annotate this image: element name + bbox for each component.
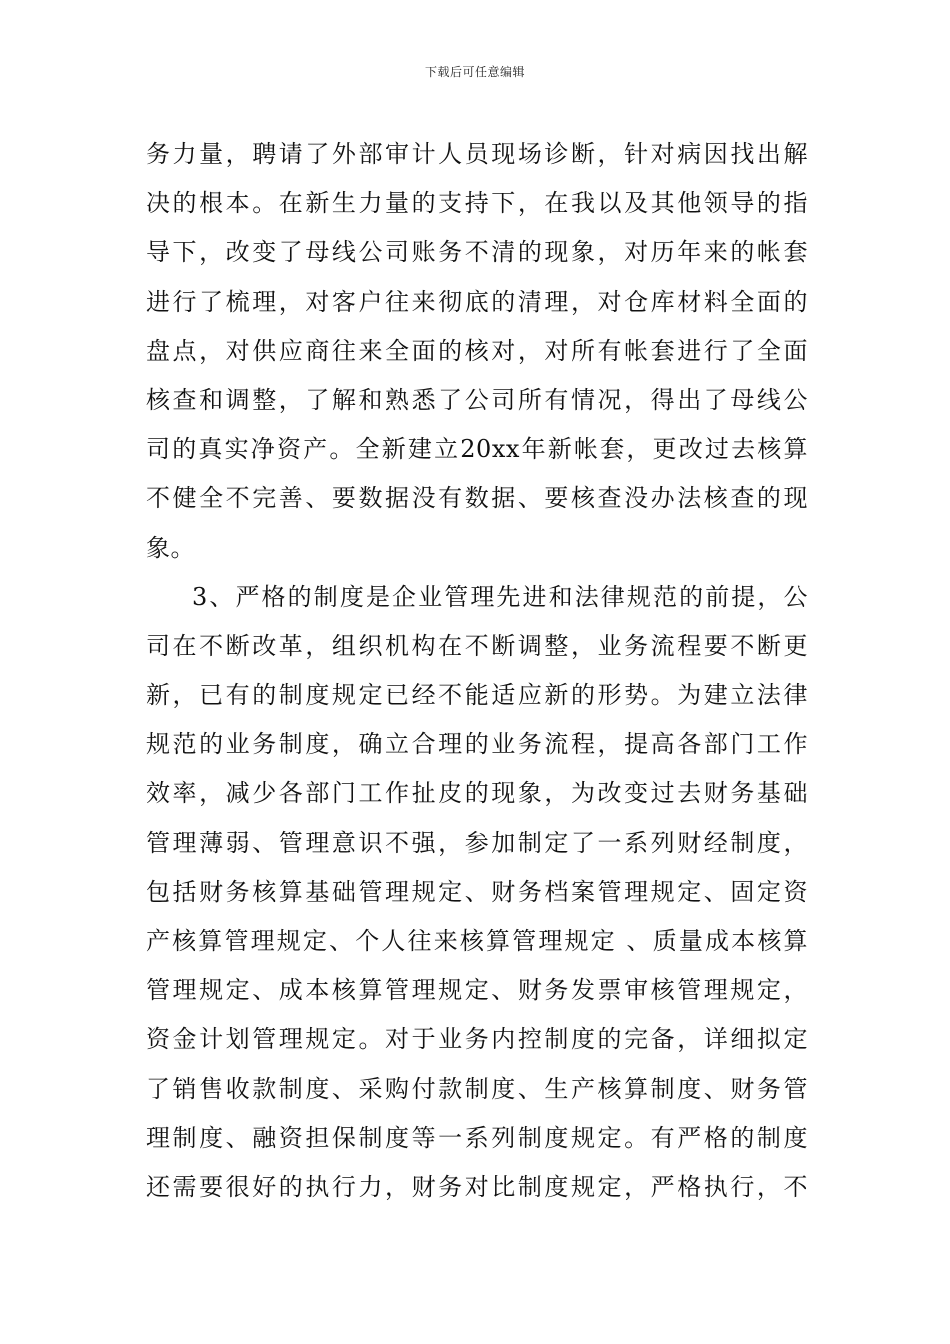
text-line: 还需要很好的执行力，财务对比制度规定，严格执行，不 xyxy=(146,1172,808,1201)
text-line: 规范的业务制度，确立合理的业务流程，提高各部门工作 xyxy=(146,730,808,759)
text-line: 新，已有的制度规定已经不能适应新的形势。为建立法律 xyxy=(146,681,808,710)
text-line: 决的根本。在新生力量的支持下，在我以及其他领导的指 xyxy=(146,189,808,218)
text-line: 进行了梳理，对客户往来彻底的清理，对仓库材料全面的 xyxy=(146,287,808,316)
text-line: 司在不断改革，组织机构在不断调整，业务流程要不断更 xyxy=(146,631,808,660)
text-line: 象。 xyxy=(146,533,195,562)
text-line: 产核算管理规定、个人往来核算管理规定 、质量成本核算 xyxy=(146,927,808,955)
text-line: 包括财务核算基础管理规定、财务档案管理规定、固定资 xyxy=(146,877,808,906)
text-line: 效率，减少各部门工作扯皮的现象，为改变过去财务基础 xyxy=(146,779,808,808)
text-line: 导下，改变了母线公司账务不清的现象，对历年来的帐套 xyxy=(146,238,808,267)
text-line: 资金计划管理规定。对于业务内控制度的完备，详细拟定 xyxy=(146,1025,808,1054)
paragraph-1 xyxy=(146,130,808,573)
text-line: 3、严格的制度是企业管理先进和法律规范的前提，公 xyxy=(192,582,808,611)
page-header: 下载后可任意编辑 xyxy=(424,65,525,79)
text-line: 盘点，对供应商往来全面的核对，对所有帐套进行了全面 xyxy=(146,336,808,365)
document-body xyxy=(146,130,808,1212)
text-line: 司的真实净资产。全新建立20xx年新帐套，更改过去核算 xyxy=(146,435,808,464)
text-line: 管理薄弱、管理意识不强，参加制定了一系列财经制度， xyxy=(146,828,808,857)
text-line: 了销售收款制度、采购付款制度、生产核算制度、财务管 xyxy=(146,1074,808,1103)
text-line: 管理规定、成本核算管理规定、财务发票审核管理规定， xyxy=(146,976,808,1005)
text-line: 不健全不完善、要数据没有数据、要核查没办法核查的现 xyxy=(146,484,808,513)
text-line: 务力量，聘请了外部审计人员现场诊断，针对病因找出解 xyxy=(146,140,808,168)
paragraph-2 xyxy=(146,573,808,1212)
text-line: 理制度、融资担保制度等一系列制度规定。有严格的制度 xyxy=(146,1123,808,1152)
text-line: 核查和调整，了解和熟悉了公司所有情况，得出了母线公 xyxy=(146,385,808,414)
